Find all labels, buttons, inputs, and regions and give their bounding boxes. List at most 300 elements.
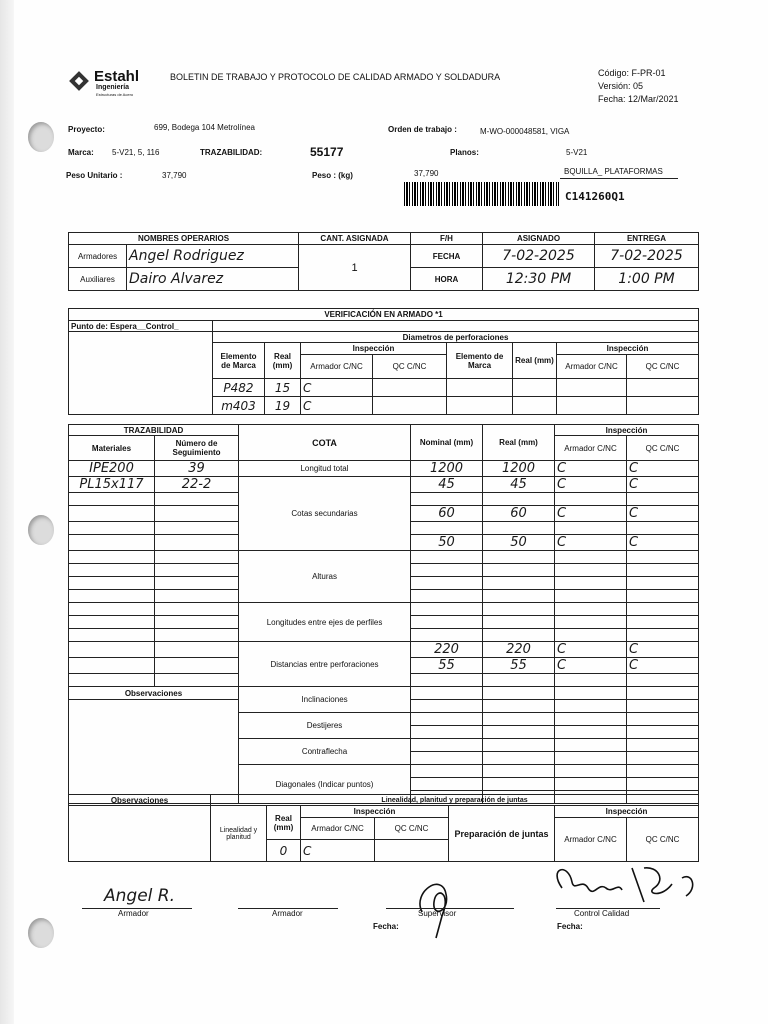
trazabilidad-label: TRAZABILIDAD: bbox=[200, 148, 263, 157]
lt-qc-hw: C bbox=[629, 461, 639, 476]
cell-blank bbox=[513, 379, 557, 397]
cell-blank bbox=[155, 493, 239, 506]
real-mm-lin: Real (mm) bbox=[267, 806, 301, 840]
lt-nominal bbox=[411, 461, 483, 477]
materiales-header: Materiales bbox=[69, 436, 155, 461]
cell-blank bbox=[69, 590, 155, 603]
cell-blank bbox=[411, 629, 483, 642]
cell-blank bbox=[555, 551, 627, 564]
dp-real bbox=[483, 658, 555, 674]
cell-blank bbox=[627, 752, 699, 765]
cell-blank bbox=[555, 616, 627, 629]
fecha-label-2: Fecha: bbox=[557, 922, 583, 931]
armadores-label: Armadores bbox=[69, 245, 127, 268]
cell-blank bbox=[627, 603, 699, 616]
lt-armador-hw: C bbox=[557, 461, 567, 476]
armador-cnc-h1: Armador C/NC bbox=[301, 355, 373, 379]
cell-blank bbox=[627, 577, 699, 590]
cell-blank bbox=[627, 493, 699, 506]
dp-qc-hw: C bbox=[629, 642, 639, 657]
cell-blank bbox=[155, 658, 239, 674]
cell-blank bbox=[69, 551, 155, 564]
qc-cnc-lin2: QC C/NC bbox=[627, 818, 699, 862]
trazabilidad-value: 55177 bbox=[310, 145, 344, 159]
cell-blank bbox=[411, 522, 483, 535]
cell-blank bbox=[557, 397, 627, 415]
h-entrega: ENTREGA bbox=[595, 233, 699, 245]
cell-blank bbox=[411, 590, 483, 603]
cell-blank bbox=[555, 739, 627, 752]
paper-edge bbox=[0, 0, 14, 1024]
hora-entrega-hw: 1:00 PM bbox=[618, 271, 675, 287]
cell-blank bbox=[411, 713, 483, 726]
punto-blank bbox=[213, 321, 699, 332]
cell-blank bbox=[513, 397, 557, 415]
numero-header: Número de Seguimiento bbox=[155, 436, 239, 461]
cell-blank bbox=[411, 674, 483, 687]
cs-qc bbox=[627, 477, 699, 493]
cell-blank bbox=[69, 674, 155, 687]
cell-blank bbox=[411, 687, 483, 700]
armador-cnc-header: Armador C/NC bbox=[555, 436, 627, 461]
mat2-hw: PL15x117 bbox=[79, 477, 144, 492]
cell-blank bbox=[155, 577, 239, 590]
cell-blank bbox=[555, 564, 627, 577]
dp-armador-hw: C bbox=[557, 642, 567, 657]
real-header: Real (mm) bbox=[483, 425, 555, 461]
cell-blank bbox=[447, 397, 513, 415]
form-title: BOLETIN DE TRABAJO Y PROTOCOLO DE CALIDAD ARMADO Y SOLDADURA bbox=[170, 72, 501, 82]
cell-blank bbox=[447, 379, 513, 397]
real-mm-h1: Real (mm) bbox=[265, 343, 301, 379]
qc-cnc-h1: QC C/NC bbox=[373, 355, 447, 379]
cell-blank bbox=[411, 564, 483, 577]
cell-blank bbox=[69, 603, 155, 616]
auxiliares-handwriting: Dairo Alvarez bbox=[129, 271, 224, 287]
cotas-secundarias bbox=[239, 477, 411, 551]
dp-nominal-hw: 220 bbox=[434, 642, 459, 657]
qc-row2 bbox=[373, 397, 447, 415]
destijeres-label: Destijeres bbox=[306, 721, 343, 730]
fecha-label-1: Fecha: bbox=[373, 922, 399, 931]
cell-blank bbox=[627, 564, 699, 577]
linealidad-table bbox=[68, 794, 699, 862]
proyecto-label: Proyecto: bbox=[68, 125, 105, 134]
punto-label: Punto de: Espera__Control_ bbox=[69, 321, 213, 332]
armador-cnc-h2: Armador C/NC bbox=[557, 355, 627, 379]
cs-real-hw: 60 bbox=[510, 506, 527, 521]
cs-qc-hw: C bbox=[629, 477, 639, 492]
cell-blank bbox=[555, 522, 627, 535]
marca-row1 bbox=[213, 379, 265, 397]
dp-real-hw: 220 bbox=[506, 642, 531, 657]
estahl-logo-icon bbox=[68, 70, 90, 92]
cell-blank bbox=[483, 739, 555, 752]
dp-nominal-hw: 55 bbox=[438, 658, 455, 673]
verificacion-table bbox=[68, 308, 699, 415]
logo-name: Estahl bbox=[94, 68, 140, 85]
h-cant: CANT. ASIGNADA bbox=[299, 233, 411, 245]
cell-blank bbox=[627, 700, 699, 713]
fecha-asignado-hw: 7-02-2025 bbox=[502, 248, 575, 264]
punch-hole bbox=[28, 515, 54, 545]
cell-blank bbox=[155, 551, 239, 564]
cota-header: COTA bbox=[239, 425, 411, 461]
armador-cnc-lin1: Armador C/NC bbox=[301, 818, 375, 840]
logo-tag: Estructuras de Acero bbox=[96, 92, 134, 97]
armador-cnc-lin2: Armador C/NC bbox=[555, 818, 627, 862]
dp-real bbox=[483, 642, 555, 658]
distancias-label: Distancias entre perforaciones bbox=[270, 659, 379, 669]
lt-armador bbox=[555, 461, 627, 477]
cell-blank bbox=[483, 752, 555, 765]
cell-blank bbox=[555, 493, 627, 506]
cs-qc bbox=[627, 535, 699, 551]
cell-blank bbox=[555, 577, 627, 590]
armadores-value bbox=[127, 245, 299, 268]
fecha-entrega bbox=[595, 245, 699, 268]
observaciones-header bbox=[69, 687, 239, 700]
barcode-text: C141260Q1 bbox=[565, 190, 625, 203]
cell-blank bbox=[69, 493, 155, 506]
alturas-label: Alturas bbox=[312, 572, 337, 581]
cell-blank bbox=[555, 674, 627, 687]
orden-label: Orden de trabajo : bbox=[388, 125, 457, 134]
real-lin-hw: 0 bbox=[279, 843, 288, 858]
cell-blank bbox=[155, 603, 239, 616]
observaciones-area-2 bbox=[69, 806, 211, 862]
qc-lin-value bbox=[375, 840, 449, 862]
cs-nominal-hw: 45 bbox=[438, 477, 455, 492]
fecha-label: FECHA bbox=[411, 245, 483, 268]
cell-blank bbox=[411, 616, 483, 629]
planos-label: Planos: bbox=[450, 148, 479, 157]
control-label: Control Calidad bbox=[574, 909, 630, 918]
cell-blank bbox=[483, 603, 555, 616]
cell-blank bbox=[627, 397, 699, 415]
cell-blank bbox=[69, 658, 155, 674]
cell-blank bbox=[555, 713, 627, 726]
longitud-total-label: Longitud total bbox=[300, 464, 349, 473]
cell-blank bbox=[155, 629, 239, 642]
cell-blank bbox=[555, 629, 627, 642]
longitudes-ejes bbox=[239, 603, 411, 642]
armador-lin-hw: C bbox=[303, 843, 312, 858]
cotas-secundarias-label: Cotas secundarias bbox=[291, 509, 358, 518]
elemento-marca-h2: Elemento de Marca bbox=[447, 343, 513, 379]
cell-blank bbox=[555, 778, 627, 791]
dp-real-hw: 55 bbox=[510, 658, 527, 673]
form-codigo: Código: F-PR-01 bbox=[598, 68, 666, 78]
real-row2-hw: 19 bbox=[274, 398, 291, 413]
planos-value: 5-V21 bbox=[566, 148, 588, 157]
destijeres bbox=[239, 713, 411, 739]
fecha-asignado bbox=[483, 245, 595, 268]
linealidad-label: Linealidad y planitud bbox=[211, 806, 267, 862]
auxiliares-value bbox=[127, 268, 299, 291]
real-lin-value bbox=[267, 840, 301, 862]
cell-blank bbox=[627, 551, 699, 564]
cell-blank bbox=[627, 765, 699, 778]
cell-blank bbox=[627, 616, 699, 629]
cell-blank bbox=[483, 674, 555, 687]
marca-label: Marca: bbox=[68, 148, 94, 157]
peso-unitario-value: 37,790 bbox=[162, 171, 187, 180]
cell-blank bbox=[69, 535, 155, 551]
lt-nominal-hw: 1200 bbox=[429, 461, 464, 476]
armador-row1 bbox=[301, 379, 373, 397]
cell-blank bbox=[483, 551, 555, 564]
inspeccion-h2: Inspección bbox=[557, 343, 699, 355]
armador-row2-hw: C bbox=[303, 398, 312, 413]
hora-asignado-hw: 12:30 PM bbox=[505, 271, 572, 287]
cs-nominal-hw: 50 bbox=[438, 535, 455, 550]
cell-blank bbox=[483, 726, 555, 739]
trazabilidad-table bbox=[68, 424, 699, 804]
cs-armador bbox=[555, 506, 627, 522]
dp-qc bbox=[627, 642, 699, 658]
cs-nominal bbox=[411, 506, 483, 522]
diametros-title: Diametros de perforaciones bbox=[213, 332, 699, 343]
cell-blank bbox=[555, 752, 627, 765]
cell-blank bbox=[627, 629, 699, 642]
cell-blank bbox=[483, 522, 555, 535]
cell-blank bbox=[555, 765, 627, 778]
cell-blank bbox=[483, 778, 555, 791]
cell-blank bbox=[555, 687, 627, 700]
barcode bbox=[404, 182, 559, 206]
cell-blank bbox=[411, 739, 483, 752]
logo-sub: Ingeniería bbox=[96, 84, 130, 91]
fecha-entrega-hw: 7-02-2025 bbox=[610, 248, 683, 264]
cell-blank bbox=[155, 535, 239, 551]
cs-real-hw: 50 bbox=[510, 535, 527, 550]
marca-row2-hw: m403 bbox=[221, 398, 256, 413]
cs-qc bbox=[627, 506, 699, 522]
lt-real bbox=[483, 461, 555, 477]
qc-row1 bbox=[373, 379, 447, 397]
cs-real-hw: 45 bbox=[510, 477, 527, 492]
inspeccion-header: Inspección bbox=[555, 425, 699, 436]
cell-blank bbox=[627, 739, 699, 752]
cell-blank bbox=[69, 506, 155, 522]
cell-blank bbox=[411, 603, 483, 616]
longitudes-ejes-label: Longitudes entre ejes de perfiles bbox=[266, 617, 383, 627]
cell-blank bbox=[627, 590, 699, 603]
cell-blank bbox=[155, 616, 239, 629]
longitud-total bbox=[239, 461, 411, 477]
cell-blank bbox=[69, 564, 155, 577]
cell-blank bbox=[555, 700, 627, 713]
qc-cnc-lin1: QC C/NC bbox=[375, 818, 449, 840]
cs-real bbox=[483, 506, 555, 522]
dp-armador bbox=[555, 642, 627, 658]
cell-blank bbox=[411, 752, 483, 765]
cs-nominal bbox=[411, 535, 483, 551]
cell-blank bbox=[411, 726, 483, 739]
cell-blank bbox=[69, 616, 155, 629]
cell-blank bbox=[411, 700, 483, 713]
form-fecha: Fecha: 12/Mar/2021 bbox=[598, 94, 679, 104]
seguimiento-row2 bbox=[155, 477, 239, 493]
trazabilidad-title: TRAZABILIDAD bbox=[69, 425, 239, 436]
punch-hole bbox=[28, 918, 54, 948]
real-mm-h2: Real (mm) bbox=[513, 343, 557, 379]
peso-value: 37,790 bbox=[414, 169, 439, 178]
bquilla-text: BQUILLA_ PLATAFORMAS bbox=[564, 167, 663, 176]
verificacion-title: VERIFICACIÓN EN ARMADO *1 bbox=[69, 309, 699, 321]
armador1-signature: Angel R. bbox=[104, 886, 175, 906]
cell-blank bbox=[483, 590, 555, 603]
cs-nominal-hw: 60 bbox=[438, 506, 455, 521]
observaciones-label: Observaciones bbox=[124, 688, 183, 698]
cell-blank bbox=[627, 687, 699, 700]
peso-unitario-label: Peso Unitario : bbox=[66, 171, 123, 180]
nominal-header: Nominal (mm) bbox=[411, 425, 483, 461]
qc-cnc-h2: QC C/NC bbox=[627, 355, 699, 379]
cell-blank bbox=[627, 379, 699, 397]
distancias bbox=[239, 642, 411, 687]
cell-blank bbox=[69, 642, 155, 658]
armador-lin-value bbox=[301, 840, 375, 862]
cs-armador-hw: C bbox=[557, 506, 567, 521]
material-row1 bbox=[69, 461, 155, 477]
cs-qc-hw: C bbox=[629, 506, 639, 521]
real-row1 bbox=[265, 379, 301, 397]
cs-nominal bbox=[411, 477, 483, 493]
armador2-label: Armador bbox=[272, 909, 303, 918]
cell-blank bbox=[411, 551, 483, 564]
armador-row1-hw: C bbox=[303, 380, 312, 395]
dp-armador-hw: C bbox=[557, 658, 567, 673]
material-row2 bbox=[69, 477, 155, 493]
cell-blank bbox=[555, 603, 627, 616]
cell-blank bbox=[627, 522, 699, 535]
cell-blank bbox=[483, 700, 555, 713]
real-row2 bbox=[265, 397, 301, 415]
inspeccion-h1: Inspección bbox=[301, 343, 447, 355]
cell-blank bbox=[555, 590, 627, 603]
seg2-hw: 22-2 bbox=[181, 477, 212, 492]
observaciones-header-2: Observaciones bbox=[69, 795, 211, 806]
cell-blank bbox=[155, 522, 239, 535]
cell-blank bbox=[483, 493, 555, 506]
operarios-table bbox=[68, 232, 699, 291]
cs-real bbox=[483, 477, 555, 493]
cell-blank bbox=[483, 564, 555, 577]
cell-blank bbox=[557, 379, 627, 397]
cell-blank bbox=[483, 577, 555, 590]
inspeccion-lin1: Inspección bbox=[301, 806, 449, 818]
cell-blank bbox=[483, 616, 555, 629]
alturas bbox=[239, 551, 411, 603]
bquilla-underline bbox=[560, 178, 678, 179]
lt-qc bbox=[627, 461, 699, 477]
cell-blank bbox=[483, 629, 555, 642]
cell-blank bbox=[155, 590, 239, 603]
form-version: Versión: 05 bbox=[598, 81, 644, 91]
cell-blank bbox=[69, 629, 155, 642]
cell-blank bbox=[555, 726, 627, 739]
cell-blank bbox=[483, 765, 555, 778]
cell-blank bbox=[69, 577, 155, 590]
mat1-hw: IPE200 bbox=[89, 461, 134, 476]
elemento-marca-h1: Elemento de Marca bbox=[213, 343, 265, 379]
marca-row2 bbox=[213, 397, 265, 415]
inclinaciones-label: Inclinaciones bbox=[301, 695, 348, 704]
peso-label: Peso : (kg) bbox=[312, 171, 353, 180]
real-row1-hw: 15 bbox=[274, 380, 291, 395]
dp-armador bbox=[555, 658, 627, 674]
cell-blank bbox=[411, 577, 483, 590]
auxiliares-label: Auxiliares bbox=[69, 268, 127, 291]
contraflecha bbox=[239, 739, 411, 765]
hora-asignado bbox=[483, 268, 595, 291]
qc-cnc-header: QC C/NC bbox=[627, 436, 699, 461]
observaciones-area bbox=[69, 700, 239, 804]
seguimiento-row1 bbox=[155, 461, 239, 477]
preparacion-juntas: Preparación de juntas bbox=[449, 806, 555, 862]
armador-row2 bbox=[301, 397, 373, 415]
cs-real bbox=[483, 535, 555, 551]
dp-nominal bbox=[411, 642, 483, 658]
cell-blank bbox=[155, 564, 239, 577]
punch-hole bbox=[28, 122, 54, 152]
cell-blank bbox=[155, 674, 239, 687]
cell-blank bbox=[155, 506, 239, 522]
cell-blank bbox=[155, 642, 239, 658]
cell-blank bbox=[627, 674, 699, 687]
diagonales-label: Diagonales (Indicar puntos) bbox=[275, 779, 374, 789]
dp-nominal bbox=[411, 658, 483, 674]
inclinaciones bbox=[239, 687, 411, 713]
punto-area bbox=[69, 332, 213, 415]
supervisor-label: Supervisor bbox=[418, 909, 457, 918]
cell-blank bbox=[483, 687, 555, 700]
cant-value: 1 bbox=[299, 245, 411, 291]
supervisor-signature bbox=[412, 872, 462, 940]
cell-blank bbox=[411, 778, 483, 791]
cell-blank bbox=[411, 765, 483, 778]
cell-blank bbox=[627, 778, 699, 791]
cs-armador-hw: C bbox=[557, 477, 567, 492]
linealidad-title: Linealidad, planitud y preparación de juntas bbox=[211, 795, 699, 806]
cs-armador bbox=[555, 477, 627, 493]
inspeccion-lin2: Inspección bbox=[555, 806, 699, 818]
cs-armador bbox=[555, 535, 627, 551]
contraflecha-label: Contraflecha bbox=[301, 747, 348, 756]
orden-value: M-WO-000048581, VIGA bbox=[480, 127, 570, 136]
hora-label: HORA bbox=[411, 268, 483, 291]
h-fh: F/H bbox=[411, 233, 483, 245]
marca-value: 5-V21, 5, 116 bbox=[112, 148, 160, 157]
cell-blank bbox=[411, 493, 483, 506]
cell-blank bbox=[627, 713, 699, 726]
cell-blank bbox=[483, 713, 555, 726]
hora-entrega bbox=[595, 268, 699, 291]
cs-armador-hw: C bbox=[557, 535, 567, 550]
seg1-hw: 39 bbox=[188, 461, 205, 476]
marca-row1-hw: P482 bbox=[223, 380, 254, 395]
cell-blank bbox=[69, 522, 155, 535]
dp-qc bbox=[627, 658, 699, 674]
armador1-label: Armador bbox=[118, 909, 149, 918]
lt-real-hw: 1200 bbox=[501, 461, 536, 476]
dp-qc-hw: C bbox=[629, 658, 639, 673]
proyecto-value: 699, Bodega 104 Metrolínea bbox=[154, 123, 255, 132]
cs-qc-hw: C bbox=[629, 535, 639, 550]
cell-blank bbox=[627, 726, 699, 739]
